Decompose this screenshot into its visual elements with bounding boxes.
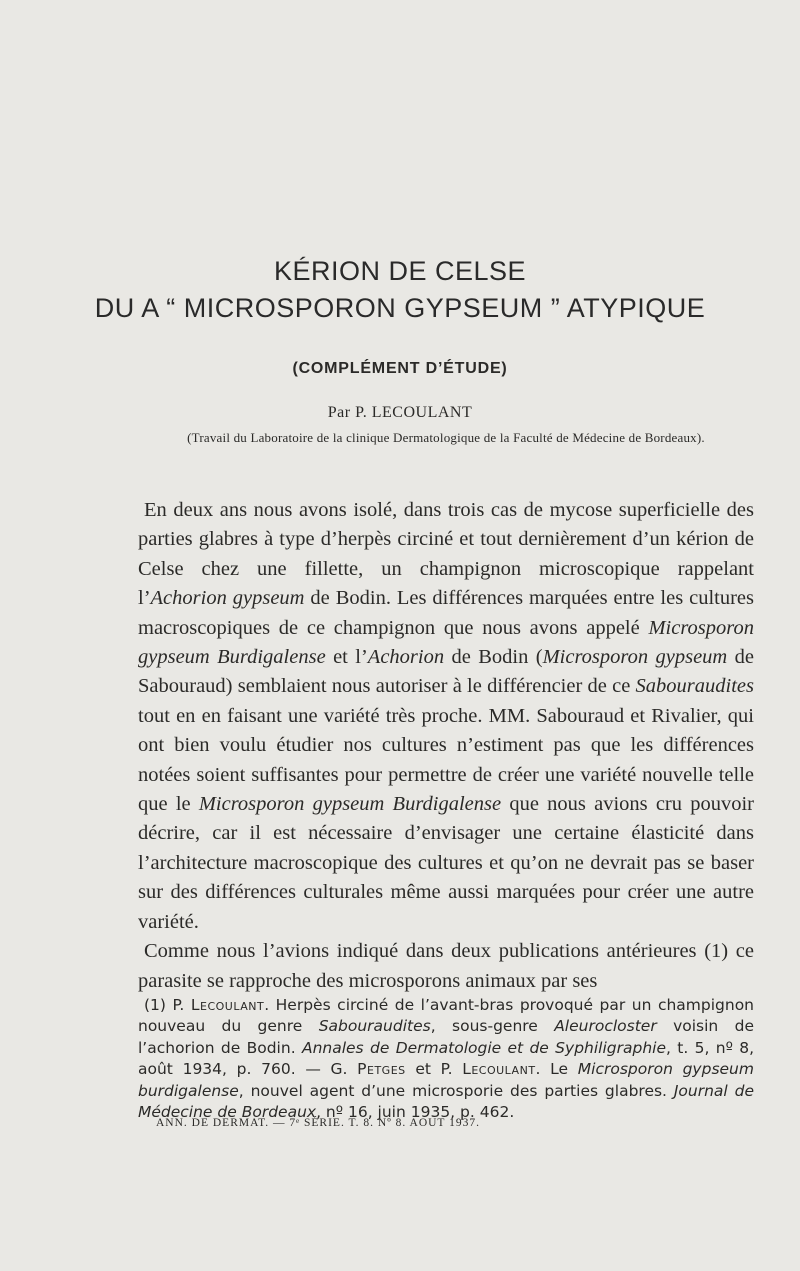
footnote-italic: Aleurocloster (554, 1017, 657, 1036)
footnote-text: , nouvel agent d’une microsporie des parties glabres. (238, 1081, 674, 1100)
footnote-text: , nº 16, juin 1935, p. 462. (316, 1103, 515, 1122)
footnote (138, 995, 754, 1123)
footnote-journal: Journal de Médecine de Bordeaux (138, 1081, 754, 1122)
footnote-italic: Sabouraudites (318, 1017, 431, 1036)
article-subtitle: (COMPLÉMENT D’ÉTUDE) (292, 360, 508, 377)
body-text-span: que nous avions cru pouvoir décrire, car il est nécessaire d’envisager une certaine élasticité dans l’architecture macroscopique des cultures et qu’on ne devrait pas se baser sur des différences culturales même aussi marquées pour créer une autre variété. (138, 793, 754, 933)
species-name: Achorion (367, 646, 445, 669)
footnote-author: Lecoulant (190, 996, 265, 1014)
body-text-span: de Bodin. Les différences marquées entre les cultures macroscopiques de ce champignon que nous avons appelé (138, 587, 754, 639)
body-text-span: et l’ (325, 646, 368, 669)
species-name: Microsporon gypseum (542, 646, 728, 669)
footnote-1 (138, 995, 754, 1123)
body-text-span: Comme nous l’avions indiqué dans deux publications antérieures (1) ce parasite se rapproche des microsporons animaux par ses (138, 940, 754, 992)
affiliation-line: (Travail du Laboratoire de la clinique Dermatologique de la Faculté de Médecine de Bordeaux). (187, 430, 705, 445)
footnote-text: . Herpès circiné de l’avant-bras provoqué par un champignon nouveau du genre (138, 996, 755, 1036)
footnote-italic: Microsporon gypseum burdigalense (138, 1060, 754, 1100)
footnote-text: et P. (405, 1060, 463, 1079)
footnote-text: , t. 5, nº 8, août 1934, p. 760. — G. (138, 1038, 755, 1079)
footnote-text: . Le (535, 1060, 578, 1079)
footnote-text: voisin de l’achorion de Bodin. (138, 1017, 754, 1057)
article-title-line-1: KÉRION DE CELSE (273, 256, 527, 286)
footnote-author: Petges (357, 1060, 406, 1079)
species-name: Sabouraudites (635, 675, 754, 698)
body-paragraph-2 (138, 937, 754, 996)
author-line: Par P. LECOULANT (327, 404, 473, 421)
footnote-journal: Annales de Dermatologie et de Syphiligraphie (301, 1038, 666, 1057)
article-body (138, 496, 754, 996)
body-text-span: En deux ans nous avons isolé, dans trois cas de mycose superficielle des parties glabres à type d’herpès circiné et tout dernièrement d’un kérion de Celse chez une fillette, un champignon microscopique rappelant l’ (138, 499, 754, 610)
species-name: Achorion gypseum (150, 587, 305, 610)
body-text-span: tout en en faisant une variété très proche. MM. Sabouraud et Rivalier, qui ont bien voulu étudier nos cultures n’estiment pas que les différences notées soient suffisantes pour permettre de créer une variété nouvelle telle que le (138, 704, 754, 816)
species-name: Microsporon gypseum Burdigalense (198, 793, 502, 816)
body-text-span: de Bodin ( (444, 646, 543, 669)
footnote-author: Lecoulant (462, 1060, 536, 1079)
species-name: Microsporon gypseum Burdigalense (138, 616, 754, 669)
article-title-line-2: DU A “ MICROSPORON GYPSEUM ” ATYPIQUE (94, 293, 706, 323)
body-paragraph-1 (138, 496, 754, 937)
footnote-text: , sous-genre (430, 1017, 555, 1036)
footnote-text: (1) P. (144, 996, 191, 1014)
body-text-span: de Sabouraud) semblaient nous autoriser à le différencier de ce (138, 646, 754, 698)
running-footer: ANN. DE DERMAT. — 7ᵉ SÉRIE. T. 8. Nº 8. AOUT 1937. (156, 1117, 480, 1129)
